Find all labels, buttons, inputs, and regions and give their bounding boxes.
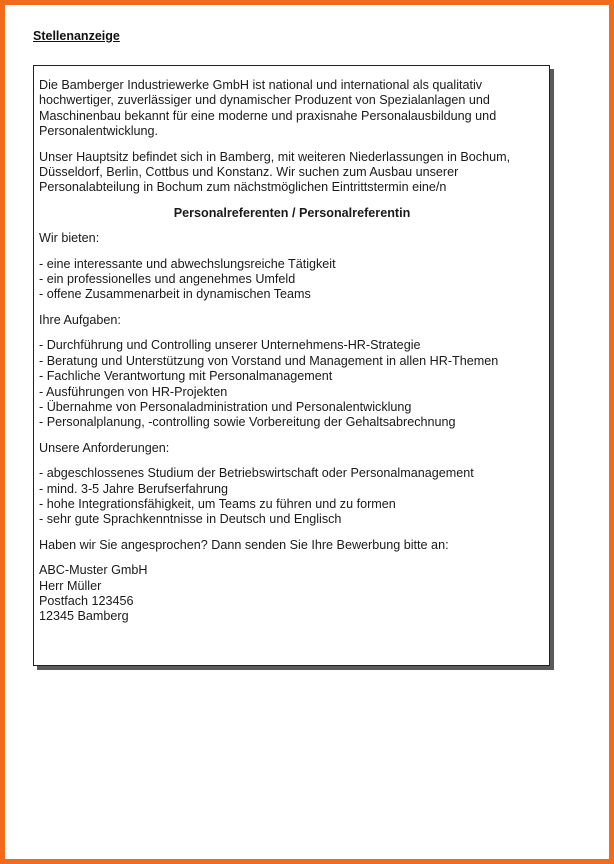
job-ad-box: [33, 65, 550, 666]
closing-text: Haben wir Sie angesprochen? Dann senden Sie Ihre Bewerbung bitte an:: [39, 537, 449, 552]
contact-company: ABC-Muster GmbH: [39, 563, 148, 578]
document-heading: Stellenanzeige: [33, 29, 120, 43]
list-item: - ein professionelles und angenehmes Umfeld: [39, 272, 296, 287]
list-item: - Fachliche Verantwortung mit Personalmanagement: [39, 369, 333, 384]
requirements-list: [39, 466, 545, 528]
offer-title: Wir bieten:: [39, 231, 100, 246]
list-item: - Personalplanung, -controlling sowie Vorbereitung der Gehaltsabrechnung: [39, 415, 456, 430]
intro-paragraph: Die Bamberger Industriewerke GmbH ist national und international als qualitativ hochwertiger, zuverlässiger und dynamischer Produzent von Spezialanlagen und Maschinenbau bekannt für eine moderne und praxisnahe Personalausbildung und Personalentwicklung.: [39, 78, 497, 139]
list-item: - hohe Integrationsfähigkeit, um Teams zu führen und zu formen: [39, 496, 396, 511]
contact-city: 12345 Bamberg: [39, 609, 129, 624]
contact-po-box: Postfach 123456: [39, 593, 134, 608]
list-item: - sehr gute Sprachkenntnisse in Deutsch und Englisch: [39, 512, 342, 527]
requirements-title: Unsere Anforderungen:: [39, 440, 170, 455]
contact-address: [39, 563, 545, 625]
list-item: - offene Zusammenarbeit in dynamischen Teams: [39, 287, 311, 302]
position-title: Personalreferenten / Personalreferentin: [173, 205, 411, 220]
contact-person: Herr Müller: [39, 578, 102, 593]
tasks-title: Ihre Aufgaben:: [39, 312, 121, 327]
list-item: - Übernahme von Personaladministration und Personalentwicklung: [39, 399, 412, 414]
list-item: - eine interessante und abwechslungsreiche Tätigkeit: [39, 256, 336, 271]
list-item: - Durchführung und Controlling unserer Unternehmens-HR-Strategie: [39, 338, 421, 353]
list-item: - abgeschlossenes Studium der Betriebswirtschaft oder Personalmanagement: [39, 466, 474, 481]
list-item: - Beratung und Unterstützung von Vorstand und Management in allen HR-Themen: [39, 353, 499, 368]
offer-list: [39, 257, 545, 303]
list-item: - mind. 3-5 Jahre Berufserfahrung: [39, 481, 228, 496]
list-item: - Ausführungen von HR-Projekten: [39, 384, 228, 399]
intro-paragraph: Unser Hauptsitz befindet sich in Bamberg, mit weiteren Niederlassungen in Bochum, Düsseldorf, Berlin, Cottbus und Konstanz. Wir suchen zum Ausbau unserer Personalabteilung in Bochum zum nächstmöglichen Eintrittstermin eine/n: [39, 149, 511, 195]
tasks-list: [39, 338, 545, 430]
